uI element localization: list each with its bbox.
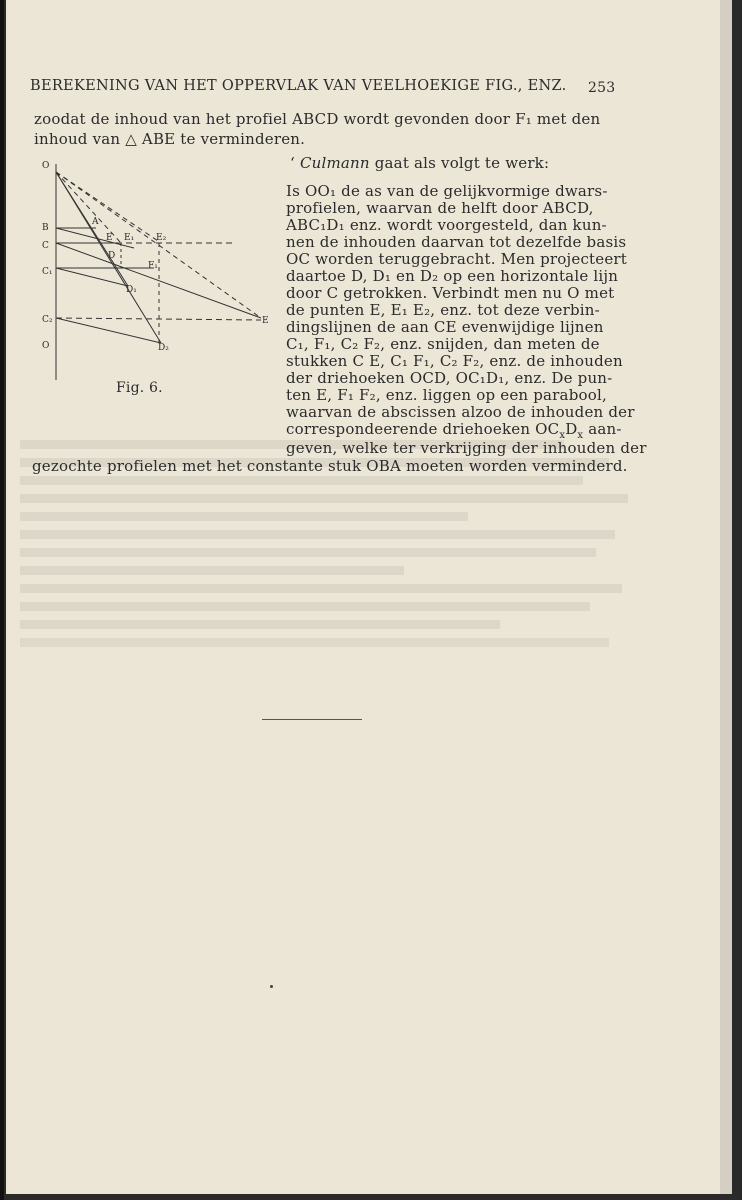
body-line-14: waarvan de abscissen alzoo de inhouden der <box>286 403 635 421</box>
label-D1: D₁ <box>126 285 137 295</box>
show-through <box>20 440 660 1040</box>
section-rule <box>262 719 362 720</box>
line-C2D2 <box>56 318 161 343</box>
line-C1D1 <box>56 268 128 286</box>
running-header: BEREKENING VAN HET OPPERVLAK VAN VEELHOEKIGE FIG., ENZ. <box>30 78 567 94</box>
line-OD1 <box>56 172 128 286</box>
body-line-5: OC worden teruggebracht. Men projecteert <box>286 250 628 268</box>
culmann-intro <box>290 154 549 172</box>
body-line-10: C₁, F₁, C₂ F₂, enz. snijden, dan meten de <box>286 335 600 353</box>
body-line-6: daartoe D, D₁ en D₂ op een horizontale lijn <box>286 267 619 285</box>
label-F1: F₁ <box>148 261 158 271</box>
label-E1: E₁ <box>124 233 135 243</box>
label-D2: D₂ <box>158 343 169 353</box>
label-E2: E₂ <box>156 233 167 243</box>
body-line-3: ABC₁D₁ enz. wordt voorgesteld, dan kun- <box>286 216 607 234</box>
quote-mark: ‘ <box>290 154 295 172</box>
intro-line-2: inhoud van △ ABE te verminderen. <box>34 130 306 148</box>
figure-caption: Fig. 6. <box>116 380 163 396</box>
closing-line-1: geven, welke ter verkrijging der inhouden der <box>286 439 647 457</box>
body-line-12: der driehoeken OCD, OC₁D₁, enz. De pun- <box>286 369 613 387</box>
label-C: C <box>42 241 49 251</box>
body-line-11: stukken C E, C₁ F₁, C₂ F₂, enz. de inhouden <box>286 352 623 370</box>
line-BD <box>56 228 134 248</box>
label-C1: C₁ <box>42 267 53 277</box>
body-line-8: de punten E, E₁ E₂, enz. tot deze verbin- <box>286 301 600 319</box>
speck <box>270 985 273 988</box>
label-C2: C₂ <box>42 315 53 325</box>
label-Ex: E <box>262 316 269 326</box>
body-line-9: dingslijnen de aan CE evenwijdige lijnen <box>286 318 604 336</box>
label-A: A <box>92 217 99 227</box>
body-line-2: profielen, waarvan de helft door ABCD, <box>286 199 594 217</box>
figure-6-diagram <box>36 158 276 382</box>
scan-edge <box>0 0 4 1200</box>
body-line-13: ten E, F₁ F₂, enz. liggen op een parabool, <box>286 386 607 404</box>
culmann-name: Culmann <box>299 154 370 172</box>
body-line-4: nen de inhouden daarvan tot dezelfde basis <box>286 233 627 251</box>
label-O: O <box>42 161 50 171</box>
label-O1: O <box>42 341 50 351</box>
culmann-rest: gaat als volgt te werk: <box>369 154 550 172</box>
body-line-7: door C getrokken. Verbindt men nu O met <box>286 284 615 302</box>
intro-line-1: zoodat de inhoud van het profiel ABCD wordt gevonden door F₁ met den <box>34 110 601 128</box>
closing-line-2: gezochte profielen met het constante stuk OBA moeten worden verminderd. <box>32 457 628 475</box>
body-line-15: correspondeerende driehoeken $OC_xD_x$ aan- <box>286 420 622 441</box>
label-E: E <box>106 233 113 243</box>
page-edge <box>720 0 732 1194</box>
label-B: B <box>42 223 49 233</box>
label-D: D <box>108 251 116 261</box>
page-number: 253 <box>588 80 616 96</box>
body-line-1: Is OO₁ de as van de gelijkvormige dwars- <box>286 182 608 200</box>
